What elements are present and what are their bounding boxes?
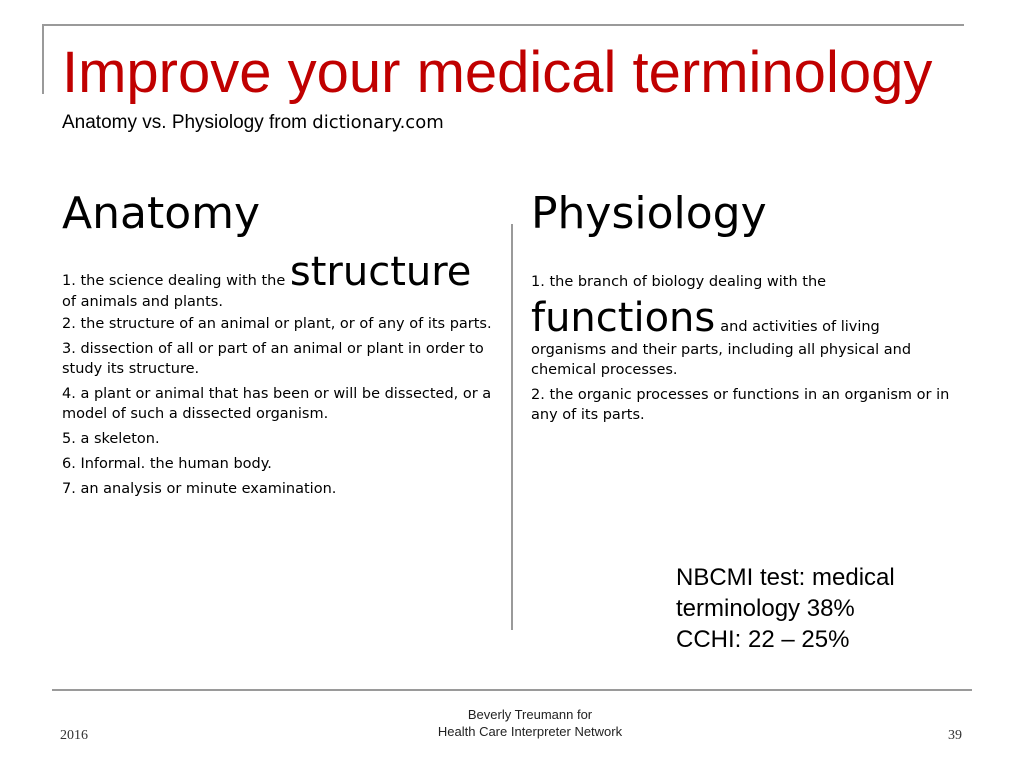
slide-title: Improve your medical terminology bbox=[62, 40, 933, 105]
physiology-def-1-inline: and activities of living bbox=[720, 319, 880, 335]
anatomy-definitions bbox=[62, 249, 492, 504]
test-stats-note bbox=[676, 562, 996, 655]
anatomy-heading: Anatomy bbox=[62, 188, 261, 239]
anatomy-def-4: 4. a plant or animal that has been or will be dissected, or a model of such a dissected organism. bbox=[62, 386, 492, 422]
subtitle-text: Anatomy vs. Physiology from bbox=[62, 112, 313, 133]
anatomy-def-2: 2. the structure of an animal or plant, or of any of its parts. bbox=[62, 316, 492, 332]
anatomy-def-1 bbox=[62, 249, 492, 312]
physiology-def-2: 2. the organic processes or functions in an organism or in any of its parts. bbox=[531, 387, 950, 423]
physiology-heading: Physiology bbox=[531, 188, 767, 239]
page-number: 39 bbox=[948, 728, 962, 743]
keyword-structure: structure bbox=[289, 249, 472, 295]
anatomy-def-3: 3. dissection of all or part of an animal or plant in order to study its structure. bbox=[62, 341, 484, 377]
note-line-1: NBCMI test: medical bbox=[676, 564, 895, 591]
physiology-def-1-rest: organisms and their parts, including all physical and chemical processes. bbox=[531, 342, 912, 378]
anatomy-def-5: 5. a skeleton. bbox=[62, 431, 160, 447]
anatomy-def-7: 7. an analysis or minute examination. bbox=[62, 481, 337, 497]
footer-year: 2016 bbox=[60, 728, 88, 743]
left-border bbox=[42, 24, 44, 94]
footer-credit-line-2: Health Care Interpreter Network bbox=[437, 724, 623, 739]
anatomy-def-1-text: 1. the science dealing with the bbox=[62, 273, 290, 289]
note-line-3: CCHI: 22 – 25% bbox=[676, 626, 850, 653]
subtitle-source: dictionary.com bbox=[312, 112, 444, 133]
footer-credit bbox=[380, 706, 680, 740]
note-line-2: terminology 38% bbox=[676, 595, 855, 622]
anatomy-def-6: 6. Informal. the human body. bbox=[62, 456, 272, 472]
bottom-border bbox=[52, 689, 972, 691]
top-border bbox=[42, 24, 964, 26]
slide-subtitle bbox=[62, 112, 444, 134]
physiology-def-1-text: 1. the branch of biology dealing with the bbox=[531, 274, 827, 290]
footer-credit-line-1: Beverly Treumann for bbox=[467, 707, 593, 722]
keyword-functions: functions bbox=[531, 295, 716, 341]
physiology-definitions bbox=[531, 272, 971, 430]
anatomy-def-1-suffix: of animals and plants. bbox=[62, 294, 223, 310]
physiology-def-1 bbox=[531, 272, 971, 380]
column-divider bbox=[511, 224, 513, 630]
